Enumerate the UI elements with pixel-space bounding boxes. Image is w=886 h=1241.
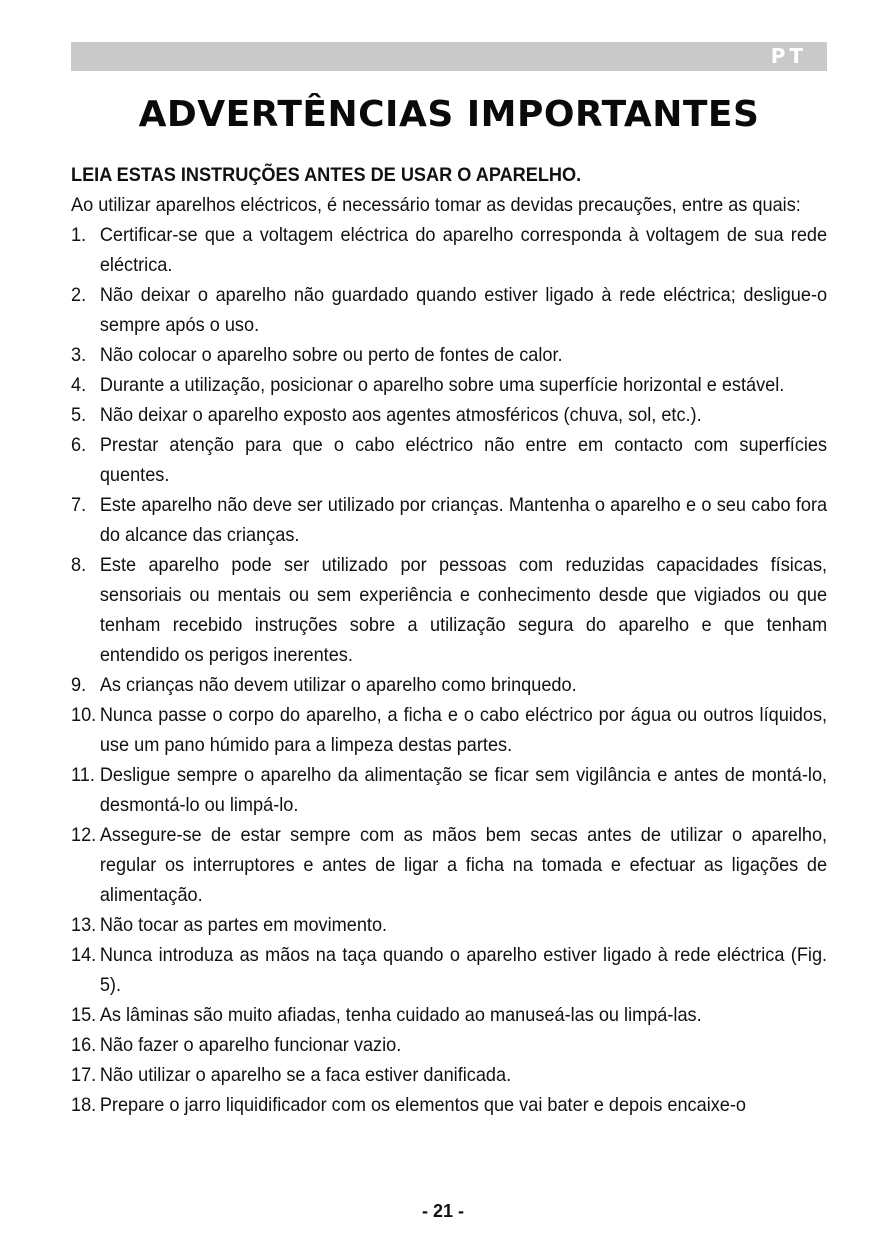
warnings-section <box>71 160 827 1120</box>
item-number: 6. <box>71 434 87 456</box>
item-text: Desligue sempre o aparelho da alimentação se ficar sem vigilância e antes de montá-lo, desmontá-lo ou limpá-lo. <box>99 764 828 816</box>
list-item <box>71 1090 827 1120</box>
item-text: Não colocar o aparelho sobre ou perto de fontes de calor. <box>99 344 563 366</box>
item-number: 10. <box>71 704 97 726</box>
list-item <box>71 1030 827 1060</box>
item-text: Este aparelho não deve ser utilizado por crianças. Mantenha o aparelho e o seu cabo fora do alcance das crianças. <box>99 494 828 546</box>
list-item <box>71 760 827 820</box>
item-number: 7. <box>71 494 87 516</box>
lead-instruction: LEIA ESTAS INSTRUÇÕES ANTES DE USAR O APARELHO. <box>71 164 582 186</box>
item-number: 1. <box>71 224 87 246</box>
item-text: Nunca introduza as mãos na taça quando o aparelho estiver ligado à rede eléctrica (Fig. 5). <box>99 944 828 996</box>
item-text: Não deixar o aparelho não guardado quando estiver ligado à rede eléctrica; desligue-o sempre após o uso. <box>99 284 828 336</box>
page-title: ADVERTÊNCIAS IMPORTANTES <box>138 94 760 135</box>
item-text: Não deixar o aparelho exposto aos agentes atmosféricos (chuva, sol, etc.). <box>99 404 702 426</box>
list-item <box>71 220 827 280</box>
warnings-list <box>71 220 827 1120</box>
item-text: Prestar atenção para que o cabo eléctrico não entre em contacto com superfícies quentes. <box>99 434 828 486</box>
list-item <box>71 370 827 400</box>
list-item <box>71 670 827 700</box>
list-item <box>71 1000 827 1030</box>
item-number: 5. <box>71 404 87 426</box>
list-item <box>71 400 827 430</box>
item-text: As lâminas são muito afiadas, tenha cuidado ao manuseá-las ou limpá-las. <box>99 1004 702 1026</box>
item-text: As crianças não devem utilizar o aparelho como brinquedo. <box>99 674 577 696</box>
list-item <box>71 820 827 910</box>
language-code: PT <box>770 44 807 68</box>
page-number: - 21 - <box>421 1201 464 1221</box>
item-number: 14. <box>71 944 97 966</box>
item-text: Não tocar as partes em movimento. <box>99 914 388 936</box>
intro-paragraph: Ao utilizar aparelhos eléctricos, é necessário tomar as devidas precauções, entre as quais: <box>71 194 801 216</box>
item-number: 3. <box>71 344 87 366</box>
list-item <box>71 280 827 340</box>
item-number: 11. <box>71 764 95 786</box>
item-text: Nunca passe o corpo do aparelho, a ficha e o cabo eléctrico por água ou outros líquidos, use um pano húmido para a limpeza destas partes. <box>99 704 828 756</box>
list-item <box>71 340 827 370</box>
item-text: Certificar-se que a voltagem eléctrica do aparelho corresponda à voltagem de sua rede eléctrica. <box>99 224 828 276</box>
item-text: Assegure-se de estar sempre com as mãos bem secas antes de utilizar o aparelho, regular os interruptores e antes de ligar a ficha na tomada e efectuar as ligações de alimentação. <box>99 824 828 906</box>
language-header-bar <box>71 42 827 71</box>
item-text: Prepare o jarro liquidificador com os elementos que vai bater e depois encaixe-o <box>99 1094 747 1116</box>
item-text: Não fazer o aparelho funcionar vazio. <box>99 1034 402 1056</box>
list-item <box>71 550 827 670</box>
list-item <box>71 700 827 760</box>
list-item <box>71 430 827 490</box>
item-number: 18. <box>71 1094 97 1116</box>
item-number: 13. <box>71 914 97 936</box>
item-text: Não utilizar o aparelho se a faca estiver danificada. <box>99 1064 512 1086</box>
list-item <box>71 1060 827 1090</box>
item-number: 16. <box>71 1034 97 1056</box>
item-number: 17. <box>71 1064 97 1086</box>
item-number: 12. <box>71 824 97 846</box>
item-number: 2. <box>71 284 87 306</box>
item-text: Durante a utilização, posicionar o aparelho sobre uma superfície horizontal e estável. <box>99 374 785 396</box>
list-item <box>71 490 827 550</box>
list-item <box>71 910 827 940</box>
item-number: 8. <box>71 554 87 576</box>
item-text: Este aparelho pode ser utilizado por pessoas com reduzidas capacidades físicas, sensoriais ou mentais ou sem experiência e conhecimento desde que vigiados ou que tenham recebido instruções sobre a utilização segura do aparelho e que tenham entendido os perigos inerentes. <box>99 554 828 666</box>
item-number: 9. <box>71 674 87 696</box>
item-number: 4. <box>71 374 87 396</box>
item-number: 15. <box>71 1004 97 1026</box>
list-item <box>71 940 827 1000</box>
